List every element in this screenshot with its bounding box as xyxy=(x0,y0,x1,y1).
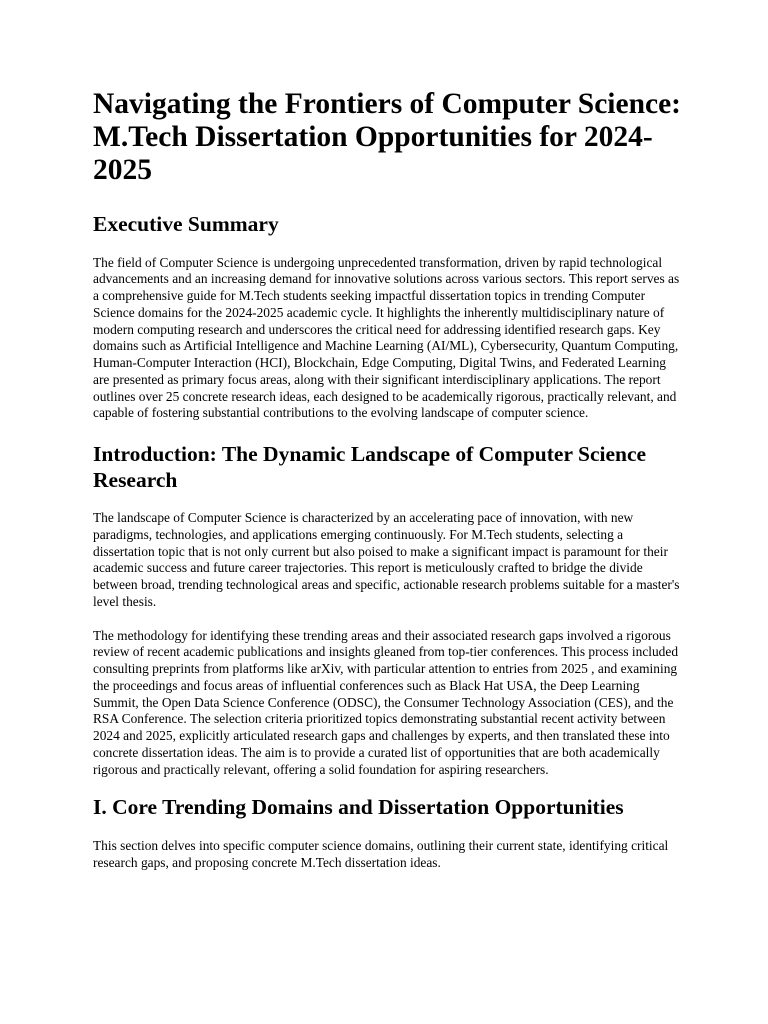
document-title: Navigating the Frontiers of Computer Science: M.Tech Dissertation Opportunities for 2024-2025 xyxy=(93,88,681,186)
introduction-paragraph-2: The methodology for identifying these trending areas and their associated research gaps involved a rigorous review of recent academic publications and insights gleaned from top-tier conferences. This process included consulting preprints from platforms like arXiv, with particular attention to entries from 2025 , and examining the proceedings and focus areas of influential conferences such as Black Hat USA, the Deep Learning Summit, the Open Data Science Conference (ODSC), the Consumer Technology Association (CES), and the RSA Conference. The selection criteria prioritized topics demonstrating substantial recent activity between 2024 and 2025, explicitly articulated research gaps and challenges by experts, and then translated these into concrete dissertation ideas. The aim is to provide a curated list of opportunities that are both academically rigorous and practically relevant, offering a solid foundation for aspiring researchers. xyxy=(93,627,679,777)
introduction-heading: Introduction: The Dynamic Landscape of Computer Science Research xyxy=(93,442,647,492)
executive-summary-heading: Executive Summary xyxy=(93,212,279,236)
section-1-paragraph: This section delves into specific computer science domains, outlining their current state, identifying critical research gaps, and proposing concrete M.Tech dissertation ideas. xyxy=(93,837,669,870)
document-page xyxy=(93,88,683,871)
section-1-heading: I. Core Trending Domains and Dissertation Opportunities xyxy=(93,795,624,820)
introduction-paragraph-1: The landscape of Computer Science is characterized by an accelerating pace of innovation, with new paradigms, technologies, and applications emerging continuously. For M.Tech students, selecting a dissertation topic that is not only current but also poised to make a significant impact is paramount for their academic success and future career trajectories. This report is meticulously crafted to bridge the divide between broad, trending technological areas and specific, actionable research problems suitable for a master's level thesis. xyxy=(93,510,680,609)
executive-summary-paragraph: The field of Computer Science is undergoing unprecedented transformation, driven by rapid technological advancements and an increasing demand for innovative solutions across various sectors. This report serves as a comprehensive guide for M.Tech students seeking impactful dissertation topics in trending Computer Science domains for the 2024-2025 academic cycle. It highlights the inherently multidisciplinary nature of modern computing research and underscores the critical need for addressing identified research gaps. Key domains such as Artificial Intelligence and Machine Learning (AI/ML), Cybersecurity, Quantum Computing, Human-Computer Interaction (HCI), Blockchain, Edge Computing, Digital Twins, and Federated Learning are presented as primary focus areas, along with their significant interdisciplinary applications. The report outlines over 25 concrete research ideas, each designed to be academically rigorous, practically relevant, and capable of fostering substantial contributions to the evolving landscape of computer science. xyxy=(93,254,680,421)
